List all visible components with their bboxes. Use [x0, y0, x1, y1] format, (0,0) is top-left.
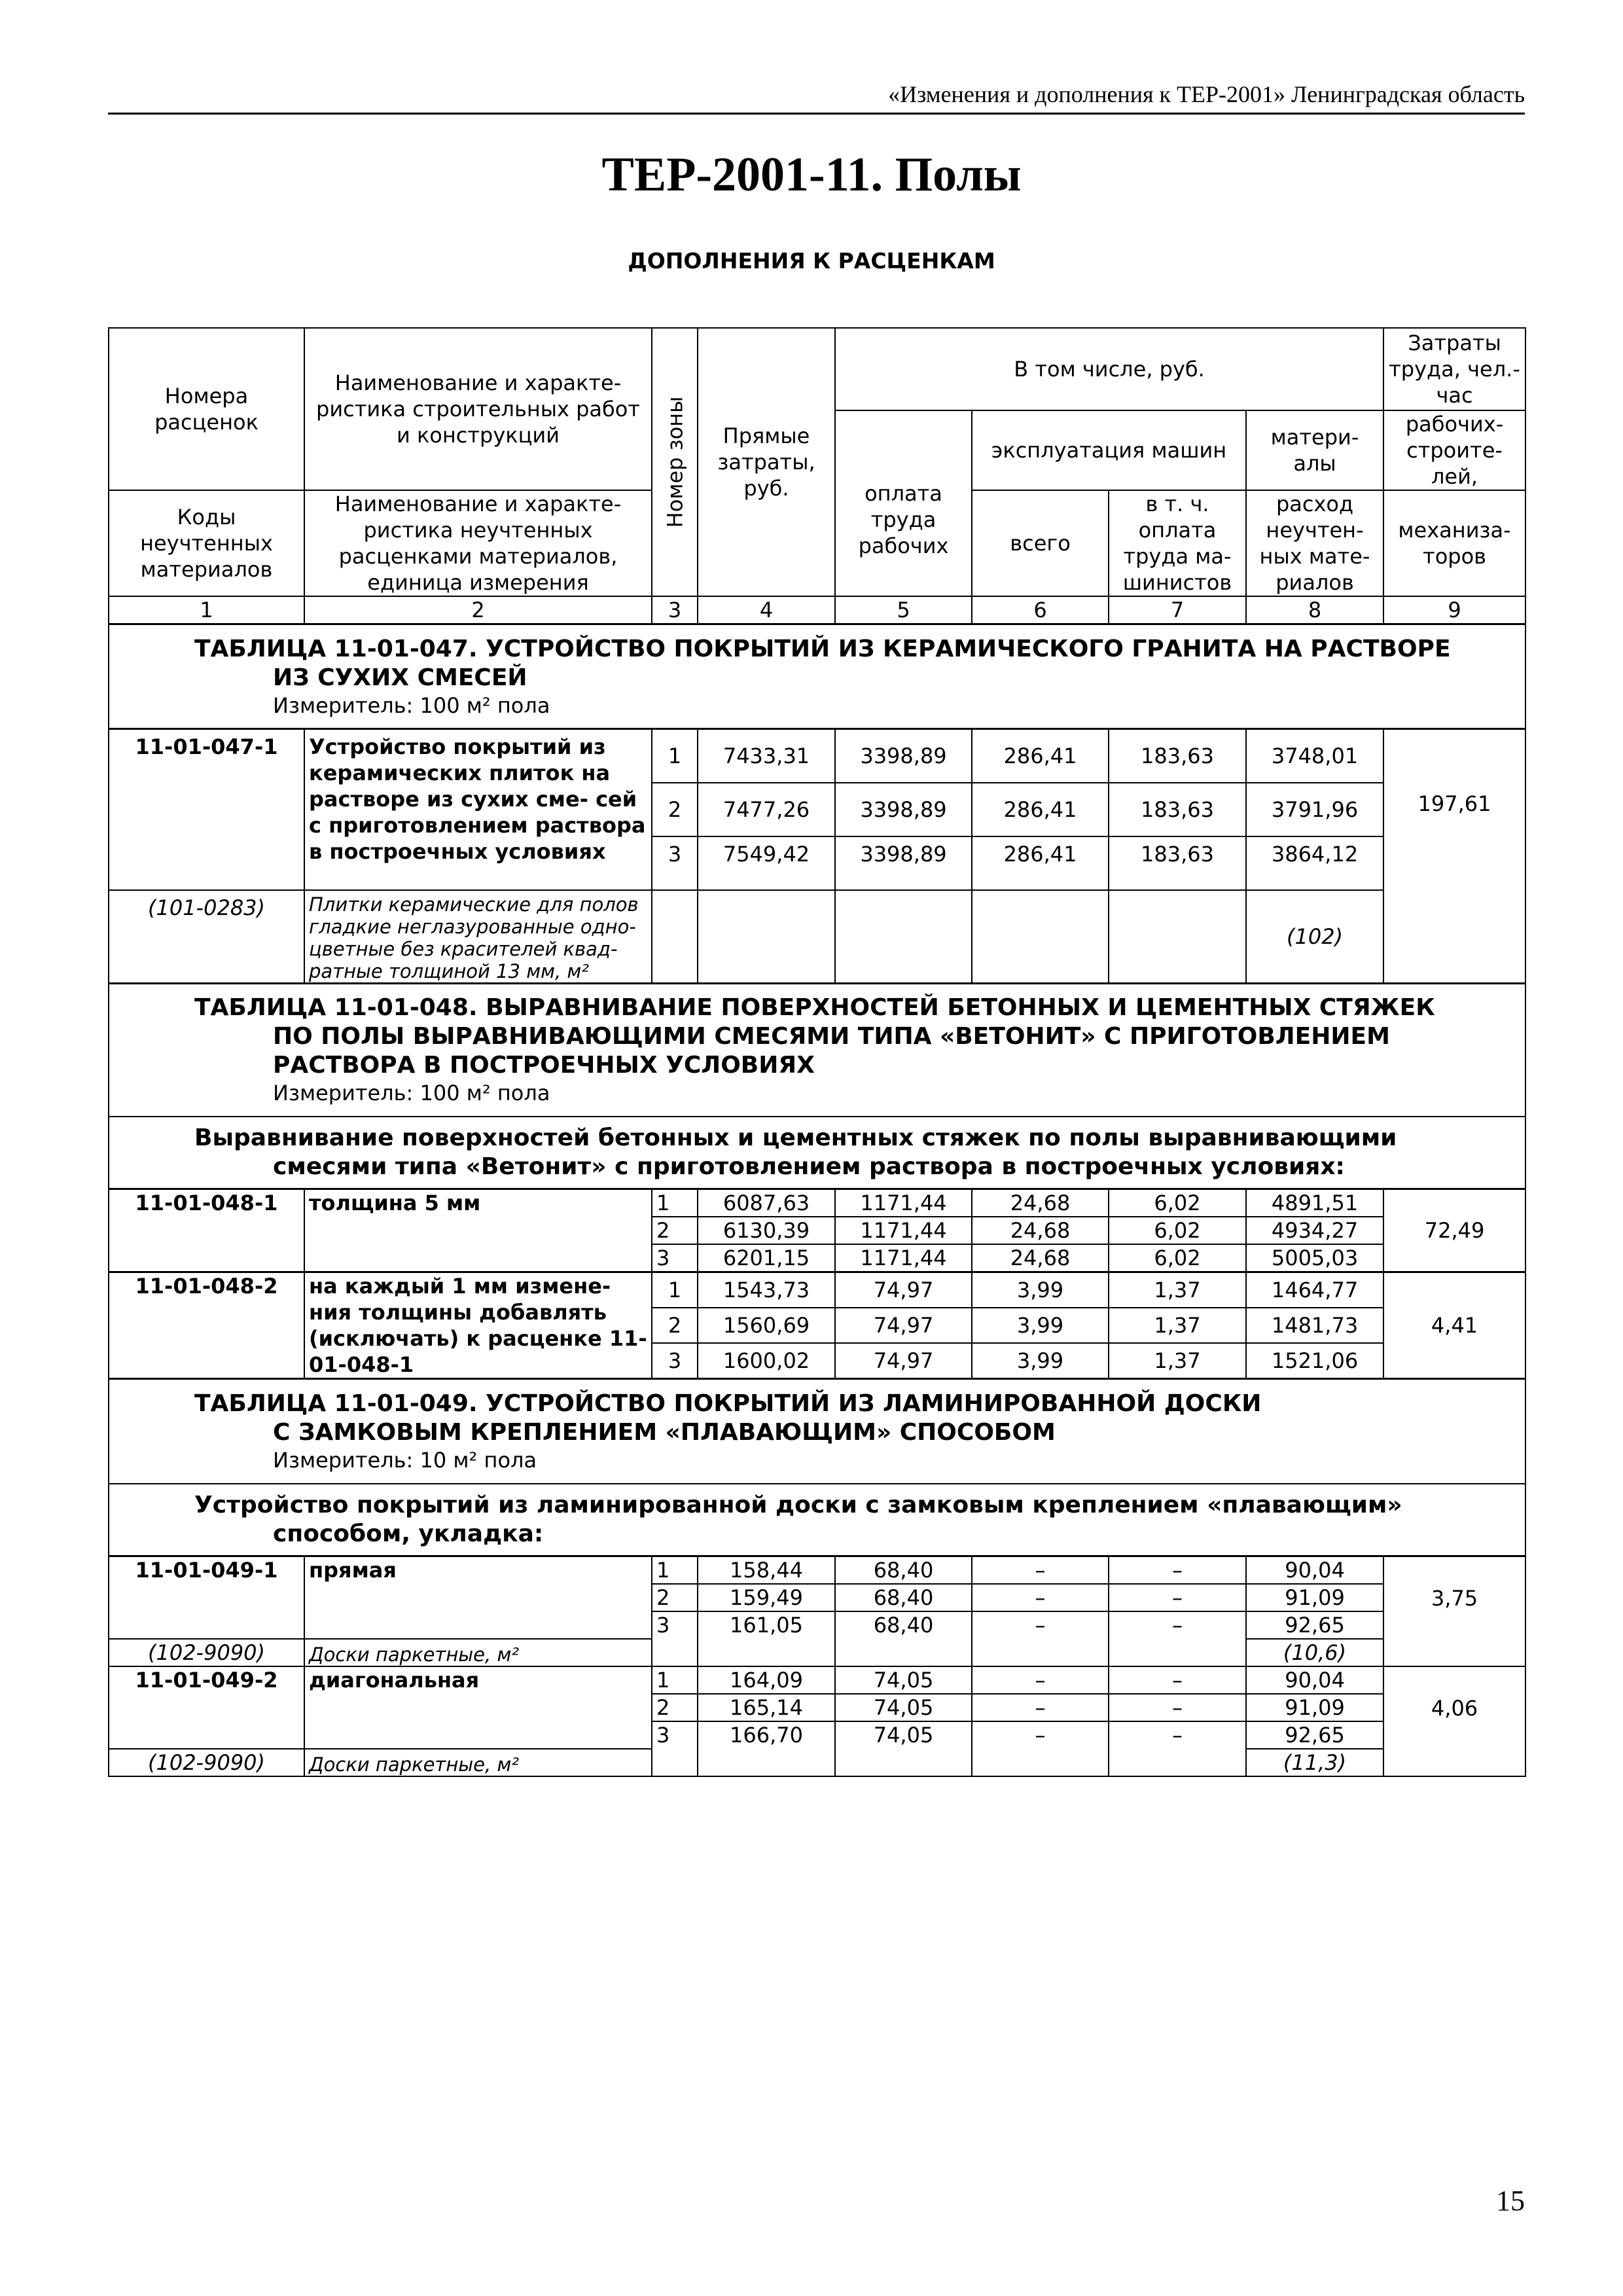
materials-cell: 92,65 [1246, 1611, 1383, 1639]
header-material-codes: Коды неучтенных материалов [109, 490, 304, 596]
machinist-wages-cell: 1,37 [1109, 1343, 1246, 1378]
work-name: Устройство покрытий из керамических плиток на растворе из сухих сме- сей с приготовлением раствора в построечных условиях [304, 729, 652, 890]
wages-cell: 3398,89 [835, 836, 972, 890]
machinist-wages-cell: 183,63 [1109, 729, 1246, 783]
material-code: (102-9090) [147, 1640, 266, 1665]
wages-cell: 3398,89 [835, 729, 972, 783]
machinist-wages-cell: 183,63 [1109, 783, 1246, 836]
materials-cell: 4891,51 [1246, 1189, 1383, 1217]
machinist-wages-cell: 6,02 [1109, 1217, 1246, 1244]
material-qty: (10,6) [1246, 1639, 1383, 1666]
machines-cell: – [972, 1584, 1109, 1611]
table-049-title-cont: С ЗАМКОВЫМ КРЕПЛЕНИЕМ «ПЛАВАЮЩИМ» СПОСОБОМ [273, 1418, 1056, 1446]
materials-cell: 90,04 [1246, 1666, 1383, 1694]
empty-cell [652, 890, 698, 984]
zone-cell: 1 [652, 1189, 698, 1217]
table-row [109, 1272, 1525, 1308]
rate-code-cell [109, 729, 304, 890]
empty-cell [972, 890, 1109, 984]
table-048-meter: Измеритель: 100 м² пола [273, 1081, 550, 1106]
materials-cell: 1521,06 [1246, 1343, 1383, 1378]
material-row [109, 890, 1525, 984]
machines-cell: – [972, 1611, 1109, 1666]
machinist-wages-cell: – [1109, 1666, 1246, 1694]
group-title: Выравнивание поверхностей бетонных и цементных стяжек по полы выравнивающими [194, 1124, 1397, 1151]
wages-cell: 74,97 [835, 1308, 972, 1343]
direct-cost-cell: 6087,63 [698, 1189, 835, 1217]
zone-cell: 1 [652, 1556, 698, 1584]
machines-cell: 24,68 [972, 1244, 1109, 1272]
header-machinist-wages: в т. ч. оплата труда ма- шинистов [1109, 490, 1246, 596]
zone-cell: 3 [652, 1611, 698, 1666]
wages-cell: 68,40 [835, 1556, 972, 1584]
labor-cell: 197,61 [1383, 729, 1525, 984]
table-047-title-cont: ИЗ СУХИХ СМЕСЕЙ [273, 664, 527, 691]
rate-code-cell [109, 1556, 304, 1639]
wages-cell: 68,40 [835, 1611, 972, 1666]
table-048-group [109, 1117, 1525, 1189]
table-049-title: ТАБЛИЦА 11-01-049. УСТРОЙСТВО ПОКРЫТИЙ ИЗ ЛАМИНИРОВАННОЙ ДОСКИ [194, 1390, 1262, 1417]
zone-cell: 1 [652, 1272, 698, 1308]
machinist-wages-cell: 6,02 [1109, 1244, 1246, 1272]
zone-cell: 2 [652, 1308, 698, 1343]
empty-cell [1109, 890, 1246, 984]
machines-cell: 3,99 [972, 1343, 1109, 1378]
zone-cell: 2 [652, 1694, 698, 1721]
materials-cell: 5005,03 [1246, 1244, 1383, 1272]
direct-cost-cell: 166,70 [698, 1721, 835, 1776]
table-048-title-cont: ПО ПОЛЫ ВЫРАВНИВАЮЩИМИ СМЕСЯМИ ТИПА «ВЕТОНИТ» С ПРИГОТОВЛЕНИЕМ [273, 1023, 1390, 1050]
col-number: 7 [1109, 596, 1246, 624]
table-047-title: ТАБЛИЦА 11-01-047. УСТРОЙСТВО ПОКРЫТИЙ ИЗ КЕРАМИЧЕСКОГО ГРАНИТА НА РАСТВОРЕ [194, 635, 1451, 662]
header-material-consumption: расход неучтен- ных мате- риалов [1246, 490, 1383, 596]
materials-cell: 1481,73 [1246, 1308, 1383, 1343]
wages-cell: 74,97 [835, 1272, 972, 1308]
col-number: 2 [304, 596, 652, 624]
materials-cell: 3864,12 [1246, 836, 1383, 890]
machines-cell: 286,41 [972, 783, 1109, 836]
material-qty: (11,3) [1246, 1749, 1383, 1776]
rate-code: 11-01-049-2 [135, 1667, 278, 1693]
header-workers: рабочих- строите- лей, [1383, 410, 1525, 490]
section-title: ДОПОЛНЕНИЯ К РАСЦЕНКАМ [628, 248, 995, 274]
material-code: (101-0283) [147, 895, 266, 920]
wages-cell: 3398,89 [835, 783, 972, 836]
table-row [109, 729, 1525, 783]
rate-code: 11-01-049-1 [135, 1557, 278, 1583]
labor-cell: 3,75 [1383, 1556, 1525, 1666]
table-049-meter: Измеритель: 10 м² пола [273, 1447, 537, 1473]
header-direct-costs: Прямые затраты, руб. [698, 328, 835, 596]
material-code-cell [109, 1749, 304, 1776]
header-machines-total: всего [972, 490, 1109, 596]
header-wages: оплата труда рабочих [835, 410, 972, 596]
direct-cost-cell: 7549,42 [698, 836, 835, 890]
zone-cell: 3 [652, 836, 698, 890]
direct-cost-cell: 164,09 [698, 1666, 835, 1694]
column-numbers-row [109, 596, 1525, 624]
material-name-cell [304, 1749, 652, 1776]
table-049-group [109, 1484, 1525, 1556]
machinist-wages-cell: 6,02 [1109, 1189, 1246, 1217]
work-name: на каждый 1 мм измене- ния толщины добавлять (исключать) к расценке 11-01-048-1 [304, 1272, 652, 1379]
col-number: 3 [652, 596, 698, 624]
direct-cost-cell: 161,05 [698, 1611, 835, 1666]
materials-cell: 4934,27 [1246, 1217, 1383, 1244]
material-name-cell [304, 1639, 652, 1666]
machines-cell: – [972, 1721, 1109, 1776]
direct-cost-cell: 6201,15 [698, 1244, 835, 1272]
direct-cost-cell: 1600,02 [698, 1343, 835, 1378]
wages-cell: 74,05 [835, 1694, 972, 1721]
header-machinists: механиза- торов [1383, 490, 1525, 596]
header-materials: матери- алы [1246, 410, 1383, 490]
group-title-cont: способом, укладка: [273, 1520, 544, 1547]
direct-cost-cell: 158,44 [698, 1556, 835, 1584]
rates-table [108, 327, 1526, 1777]
col-number: 9 [1383, 596, 1525, 624]
direct-cost-cell: 165,14 [698, 1694, 835, 1721]
table-row [109, 1189, 1525, 1217]
machinist-wages-cell: – [1109, 1611, 1246, 1666]
material-name: Доски паркетные, м² [309, 1753, 519, 1776]
wages-cell: 68,40 [835, 1584, 972, 1611]
zone-number-label: Номер зоны [662, 396, 688, 528]
materials-cell: 90,04 [1246, 1556, 1383, 1584]
header-rule [108, 113, 1525, 115]
group-title-cont: смесями типа «Ветонит» с приготовлением раствора в построечных условиях: [273, 1153, 1345, 1180]
header-labor-costs: Затраты труда, чел.-час [1383, 328, 1525, 410]
material-name: Плитки керамические для полов гладкие неглазурованные одно- цветные без красителей квад- ратные толщиной 13 мм, м² [309, 893, 639, 982]
empty-cell [835, 890, 972, 984]
header-including: В том числе, руб. [835, 328, 1383, 410]
materials-cell: 92,65 [1246, 1721, 1383, 1749]
material-name: Доски паркетные, м² [309, 1643, 519, 1666]
zone-cell: 2 [652, 1584, 698, 1611]
table-048-title-cont: РАСТВОРА В ПОСТРОЕЧНЫХ УСЛОВИЯХ [273, 1052, 815, 1079]
materials-cell: 3791,96 [1246, 783, 1383, 836]
machinist-wages-cell: 1,37 [1109, 1308, 1246, 1343]
col-number: 1 [109, 596, 304, 624]
table-047-caption [109, 624, 1525, 729]
zone-cell: 1 [652, 729, 698, 783]
machinist-wages-cell: – [1109, 1584, 1246, 1611]
materials-cell: 1464,77 [1246, 1272, 1383, 1308]
machines-cell: – [972, 1694, 1109, 1721]
materials-cell: 91,09 [1246, 1694, 1383, 1721]
zone-cell: 3 [652, 1244, 698, 1272]
work-name: прямая [304, 1556, 652, 1639]
header-rate-numbers: Номера расценок [109, 328, 304, 490]
rate-code: 11-01-048-1 [135, 1191, 278, 1215]
header-zone-number [652, 328, 698, 596]
rate-code: 11-01-048-2 [135, 1274, 278, 1299]
machines-cell: 3,99 [972, 1308, 1109, 1343]
direct-cost-cell: 6130,39 [698, 1217, 835, 1244]
col-number: 4 [698, 596, 835, 624]
zone-cell: 3 [652, 1721, 698, 1776]
zone-cell: 3 [652, 1343, 698, 1378]
material-code: (102-9090) [147, 1749, 266, 1775]
machines-cell: – [972, 1556, 1109, 1584]
wages-cell: 74,05 [835, 1721, 972, 1776]
direct-cost-cell: 7433,31 [698, 729, 835, 783]
machinist-wages-cell: – [1109, 1694, 1246, 1721]
rate-code-cell [109, 1272, 304, 1379]
direct-cost-cell: 159,49 [698, 1584, 835, 1611]
running-head: «Изменения и дополнения к ТЕР-2001» Ленинградская область [888, 81, 1525, 107]
col-number: 5 [835, 596, 972, 624]
work-name: диагональная [304, 1666, 652, 1749]
machines-cell: 3,99 [972, 1272, 1109, 1308]
table-047-meter: Измеритель: 100 м² пола [273, 692, 550, 718]
table-049-caption [109, 1379, 1525, 1484]
zone-cell: 2 [652, 1217, 698, 1244]
machines-cell: 286,41 [972, 729, 1109, 783]
wages-cell: 1171,44 [835, 1189, 972, 1217]
wages-cell: 1171,44 [835, 1217, 972, 1244]
labor-cell: 4,06 [1383, 1666, 1525, 1776]
materials-cell: 91,09 [1246, 1584, 1383, 1611]
machines-cell: 24,68 [972, 1217, 1109, 1244]
direct-cost-cell: 1560,69 [698, 1308, 835, 1343]
zone-cell: 2 [652, 783, 698, 836]
rate-code: 11-01-047-1 [135, 734, 278, 759]
wages-cell: 1171,44 [835, 1244, 972, 1272]
header-machines: эксплуатация машин [972, 410, 1246, 490]
empty-cell [698, 890, 835, 984]
page-number: 15 [1496, 2185, 1525, 2217]
group-title: Устройство покрытий из ламинированной доски с замковым креплением «плавающим» [194, 1491, 1402, 1518]
col-number: 8 [1246, 596, 1383, 624]
material-qty: (102) [1246, 890, 1383, 984]
labor-cell: 4,41 [1383, 1272, 1525, 1379]
machines-cell: 286,41 [972, 836, 1109, 890]
table-row [109, 1556, 1525, 1584]
direct-cost-cell: 7477,26 [698, 783, 835, 836]
wages-cell: 74,97 [835, 1343, 972, 1378]
machinist-wages-cell: – [1109, 1721, 1246, 1776]
work-name: толщина 5 мм [304, 1189, 652, 1272]
rate-code-cell [109, 1189, 304, 1272]
direct-cost-cell: 1543,73 [698, 1272, 835, 1308]
machinist-wages-cell: 183,63 [1109, 836, 1246, 890]
rate-code-cell [109, 1666, 304, 1749]
header-work-name: Наименование и характе- ристика строительных работ и конструкций [304, 328, 652, 490]
labor-cell: 72,49 [1383, 1189, 1525, 1272]
material-code-cell [109, 1639, 304, 1666]
header-material-name: Наименование и характе- ристика неучтенных расценками материалов, единица измерения [304, 490, 652, 596]
materials-cell: 3748,01 [1246, 729, 1383, 783]
document-title: ТЕР-2001-11. Полы [601, 148, 1022, 202]
zone-cell: 1 [652, 1666, 698, 1694]
machines-cell: – [972, 1666, 1109, 1694]
machines-cell: 24,68 [972, 1189, 1109, 1217]
table-row [109, 1666, 1525, 1694]
machinist-wages-cell: 1,37 [1109, 1272, 1246, 1308]
material-code-cell [109, 890, 304, 984]
table-048-title: ТАБЛИЦА 11-01-048. ВЫРАВНИВАНИЕ ПОВЕРХНОСТЕЙ БЕТОННЫХ И ЦЕМЕНТНЫХ СТЯЖЕК [194, 994, 1435, 1022]
material-name-cell [304, 890, 652, 984]
wages-cell: 74,05 [835, 1666, 972, 1694]
machinist-wages-cell: – [1109, 1556, 1246, 1584]
col-number: 6 [972, 596, 1109, 624]
table-048-caption [109, 983, 1525, 1117]
